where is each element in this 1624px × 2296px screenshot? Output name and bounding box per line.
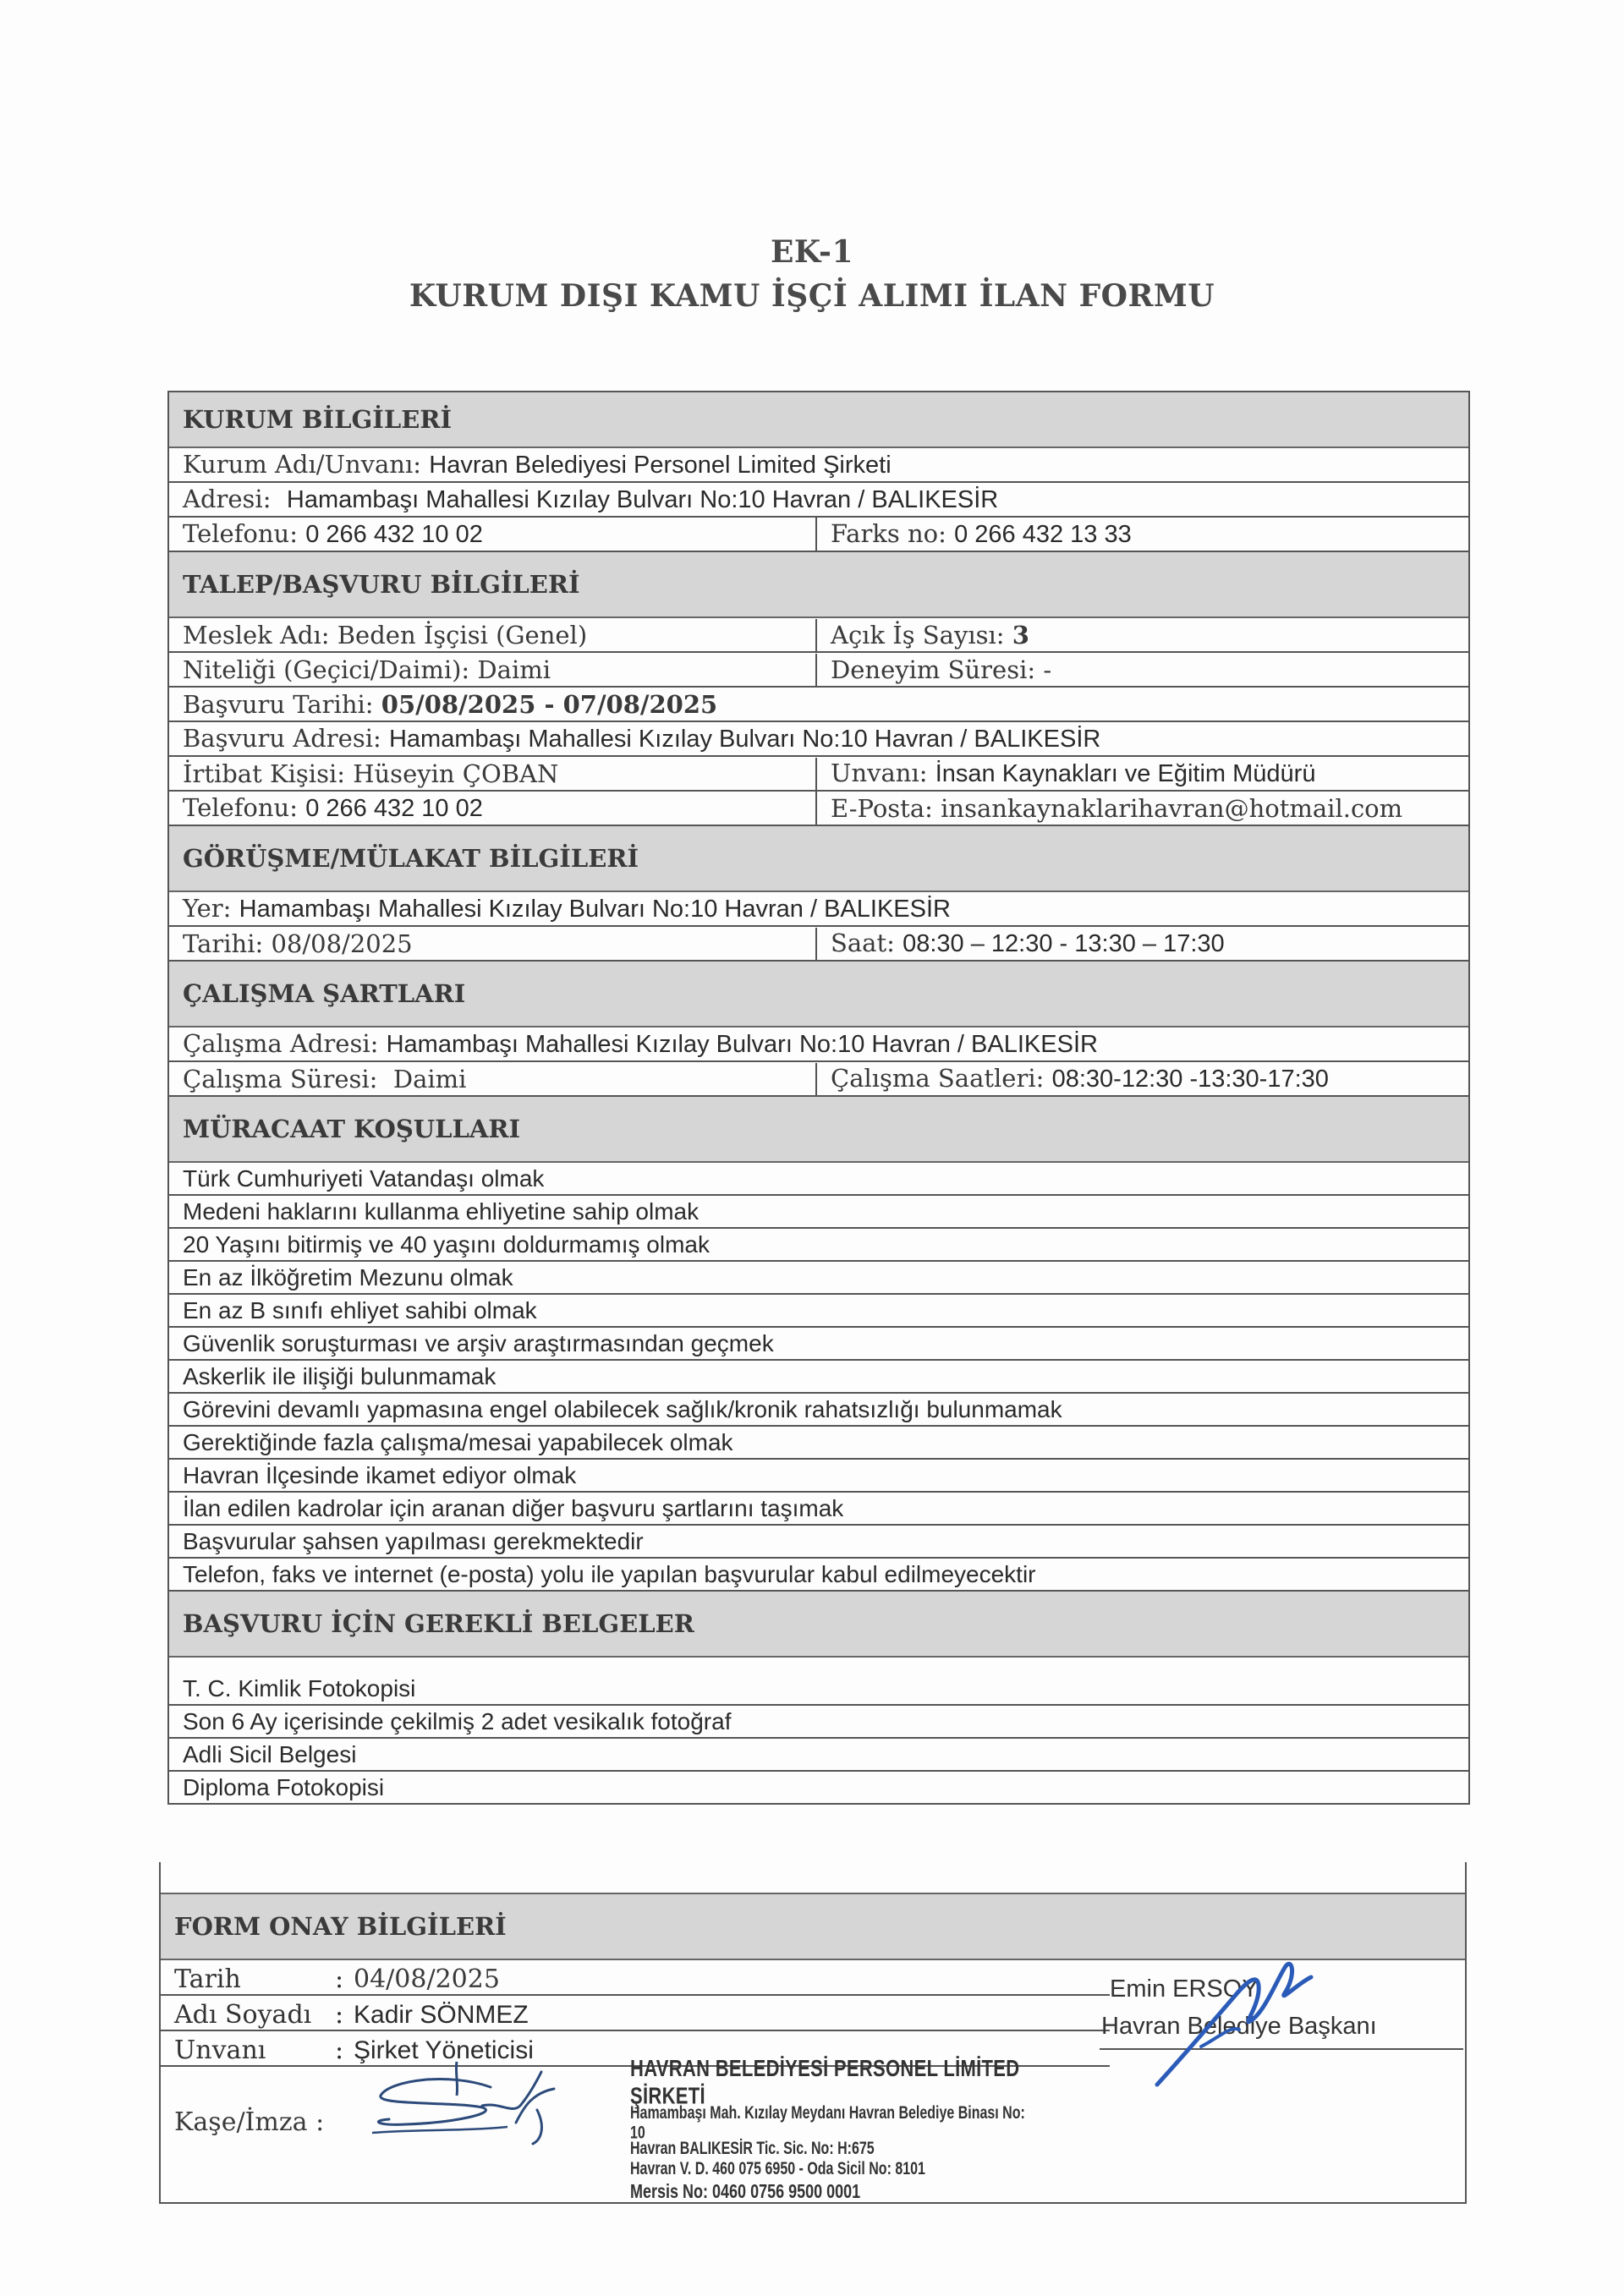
value-onay-adi: Kadir SÖNMEZ [354, 2001, 529, 2029]
list-item: Medeni haklarını kullanma ehliyetine sahip olmak [169, 1196, 1468, 1229]
label-calisma-sure: Çalışma Süresi: [183, 1065, 378, 1093]
label-acik-is: Açık İş Sayısı: [831, 621, 1005, 649]
colon: : [335, 1964, 344, 1994]
section-muracaat-heading: MÜRACAAT KOŞULLARI [169, 1097, 1468, 1163]
value-calisma-sure: Daimi [392, 1065, 467, 1093]
value-eposta[interactable]: insankaynaklarihavran@hotmail.com [941, 794, 1403, 823]
mayor-signature [1150, 1945, 1320, 2097]
section-calisma-heading: ÇALIŞMA ŞARTLARI [169, 962, 1468, 1027]
document-title [0, 230, 1624, 318]
value-basvuru-adresi: Hamambaşı Mahallesi Kızılay Bulvarı No:10 Havran / BALIKESİR [388, 726, 1101, 753]
mayor-title: Havran Belediye Başkanı [1101, 2013, 1377, 2040]
list-item: 20 Yaşını bitirmiş ve 40 yaşını doldurmamış olmak [169, 1229, 1468, 1262]
section-talep-heading: TALEP/BAŞVURU BİLGİLERİ [169, 552, 1468, 618]
row-onay-tarih [161, 1960, 1110, 1996]
value-basvuru-tarihi: 05/08/2025 - 07/08/2025 [381, 690, 718, 719]
row-kurum-adres [169, 483, 1468, 518]
list-item: Türk Cumhuriyeti Vatandaşı olmak [169, 1163, 1468, 1196]
row-calisma-adres [169, 1027, 1468, 1062]
onay-top-gap [161, 1862, 1465, 1893]
list-item: En az İlköğretim Mezunu olmak [169, 1262, 1468, 1295]
row-irtibat-iletisim [169, 792, 1468, 826]
label-nitelik: Niteliği (Geçici/Daimi): [183, 655, 470, 684]
value-meslek: Beden İşçisi (Genel) [337, 621, 588, 649]
label-irtibat-telefon: Telefonu: [183, 793, 299, 822]
section-onay-heading: FORM ONAY BİLGİLERİ [161, 1893, 1465, 1960]
stamp-line: Mersis No: 0460 0756 9500 0001 [630, 2180, 861, 2202]
title-line-1: EK-1 [770, 234, 854, 270]
label-onay-tarih: Tarih [174, 1964, 241, 1994]
value-onay-tarih: 04/08/2025 [354, 1964, 500, 1994]
belgeler-list [169, 1673, 1468, 1805]
value-kurum-adi: Havran Belediyesi Personel Limited Şirketi [429, 452, 892, 479]
list-item: T. C. Kimlik Fotokopisi [169, 1673, 1468, 1706]
value-kurum-telefon: 0 266 432 10 02 [305, 521, 483, 548]
list-item: İlan edilen kadrolar için aranan diğer başvuru şartlarını taşımak [169, 1493, 1468, 1526]
value-kurum-faks: 0 266 432 13 33 [954, 521, 1132, 548]
stamp-line: Hamambaşı Mah. Kızılay Meydanı Havran Belediye Binası No: 10 [630, 2104, 1025, 2143]
label-irtibat: İrtibat Kişisi: [183, 759, 345, 788]
row-nitelik [169, 653, 1468, 688]
value-gorusme-tarih: 08/08/2025 [271, 929, 413, 958]
label-kurum-adi: Kurum Adı/Unvanı: [183, 450, 422, 479]
list-item: Diploma Fotokopisi [169, 1772, 1468, 1805]
value-irtibat-unvan: İnsan Kaynakları ve Eğitim Müdürü [935, 760, 1316, 787]
row-kurum-adi [169, 448, 1468, 483]
label-basvuru-tarihi: Başvuru Tarihi: [183, 690, 374, 719]
row-gorusme-yer [169, 892, 1468, 927]
stamp-line: Havran V. D. 460 075 6950 - Oda Sicil No: 8101 [630, 2160, 925, 2179]
value-gorusme-saat: 08:30 – 12:30 - 13:30 – 17:30 [903, 930, 1225, 957]
label-deneyim: Deneyim Süresi: [831, 655, 1036, 684]
list-item: Havran İlçesinde ikamet ediyor olmak [169, 1460, 1468, 1493]
list-item: Adli Sicil Belgesi [169, 1739, 1468, 1772]
value-nitelik: Daimi [477, 655, 551, 684]
label-calisma-saatleri: Çalışma Saatleri: [831, 1064, 1045, 1093]
announcement-form [167, 391, 1470, 1805]
label-onay-unvan: Unvanı [174, 2036, 266, 2065]
value-acik-is: 3 [1012, 621, 1029, 649]
colon: : [335, 2000, 344, 2030]
value-irtibat-telefon: 0 266 432 10 02 [305, 795, 483, 822]
title-line-2: KURUM DIŞI KAMU İŞÇİ ALIMI İLAN FORMU [409, 278, 1215, 314]
belgeler-spacer [169, 1658, 1468, 1673]
row-calisma-sure [169, 1062, 1468, 1097]
row-basvuru-tarihi [169, 688, 1468, 722]
value-kurum-adres: Hamambaşı Mahallesi Kızılay Bulvarı No:10 Havran / BALIKESİR [286, 486, 999, 513]
company-stamp [630, 2055, 1036, 2202]
label-basvuru-adresi: Başvuru Adresi: [183, 724, 381, 753]
label-kurum-telefon: Telefonu: [183, 519, 299, 548]
mayor-name: Emin ERSOY [1110, 1975, 1259, 2003]
label-kurum-faks: Farks no: [831, 519, 946, 548]
row-meslek [169, 618, 1468, 653]
list-item: En az B sınıfı ehliyet sahibi olmak [169, 1295, 1468, 1328]
list-item: Askerlik ile ilişiği bulunmamak [169, 1361, 1468, 1394]
list-item: Gerektiğinde fazla çalışma/mesai yapabilecek olmak [169, 1427, 1468, 1460]
list-item: Başvurular şahsen yapılması gerekmektedir [169, 1526, 1468, 1559]
value-gorusme-yer: Hamambaşı Mahallesi Kızılay Bulvarı No:10 Havran / BALIKESİR [239, 896, 951, 923]
section-kurum-heading: KURUM BİLGİLERİ [169, 392, 1468, 448]
label-gorusme-tarih: Tarihi: [183, 929, 264, 958]
label-kase-imza: Kaşe/İmza : [174, 2107, 325, 2137]
list-item: Son 6 Ay içerisinde çekilmiş 2 adet vesikalık fotoğraf [169, 1706, 1468, 1739]
row-gorusme-tarih [169, 927, 1468, 962]
stamp-line: Havran BALIKESİR Tic. Sic. No: H:675 [630, 2140, 875, 2159]
row-onay-adi [161, 1996, 1110, 2031]
stamp-title: HAVRAN BELEDİYESİ PERSONEL LİMİTED ŞİRKETİ [630, 2055, 1020, 2109]
label-irtibat-unvan: Unvanı: [831, 759, 928, 787]
list-item: Güvenlik soruşturması ve arşiv araştırmasından geçmek [169, 1328, 1468, 1361]
colon: : [335, 2036, 344, 2065]
label-eposta: E-Posta: [831, 794, 933, 823]
muracaat-list [169, 1163, 1468, 1592]
section-gorusme-heading: GÖRÜŞME/MÜLAKAT BİLGİLERİ [169, 826, 1468, 892]
label-onay-adi: Adı Soyadı [174, 2000, 312, 2030]
section-belgeler-heading: BAŞVURU İÇİN GEREKLİ BELGELER [169, 1592, 1468, 1658]
label-calisma-adres: Çalışma Adresi: [183, 1029, 379, 1058]
label-gorusme-yer: Yer: [183, 894, 232, 923]
list-item: Telefon, faks ve internet (e-posta) yolu ile yapılan başvurular kabul edilmeyecektir [169, 1559, 1468, 1592]
value-calisma-saatleri: 08:30-12:30 -13:30-17:30 [1051, 1066, 1329, 1093]
value-irtibat: Hüseyin ÇOBAN [353, 759, 559, 788]
label-gorusme-saat: Saat: [831, 929, 895, 957]
value-onay-unvan: Şirket Yöneticisi [354, 2036, 534, 2064]
value-deneyim: - [1043, 655, 1052, 684]
label-kurum-adres: Adresi: [183, 485, 272, 513]
row-irtibat [169, 757, 1468, 792]
label-meslek: Meslek Adı: [183, 621, 330, 649]
row-basvuru-adresi [169, 722, 1468, 757]
company-signature [355, 2055, 575, 2148]
value-calisma-adres: Hamambaşı Mahallesi Kızılay Bulvarı No:10 Havran / BALIKESİR [386, 1031, 1098, 1058]
list-item: Görevini devamlı yapmasına engel olabilecek sağlık/kronik rahatsızlığı bulunmamak [169, 1394, 1468, 1427]
row-kurum-telefon [169, 518, 1468, 552]
